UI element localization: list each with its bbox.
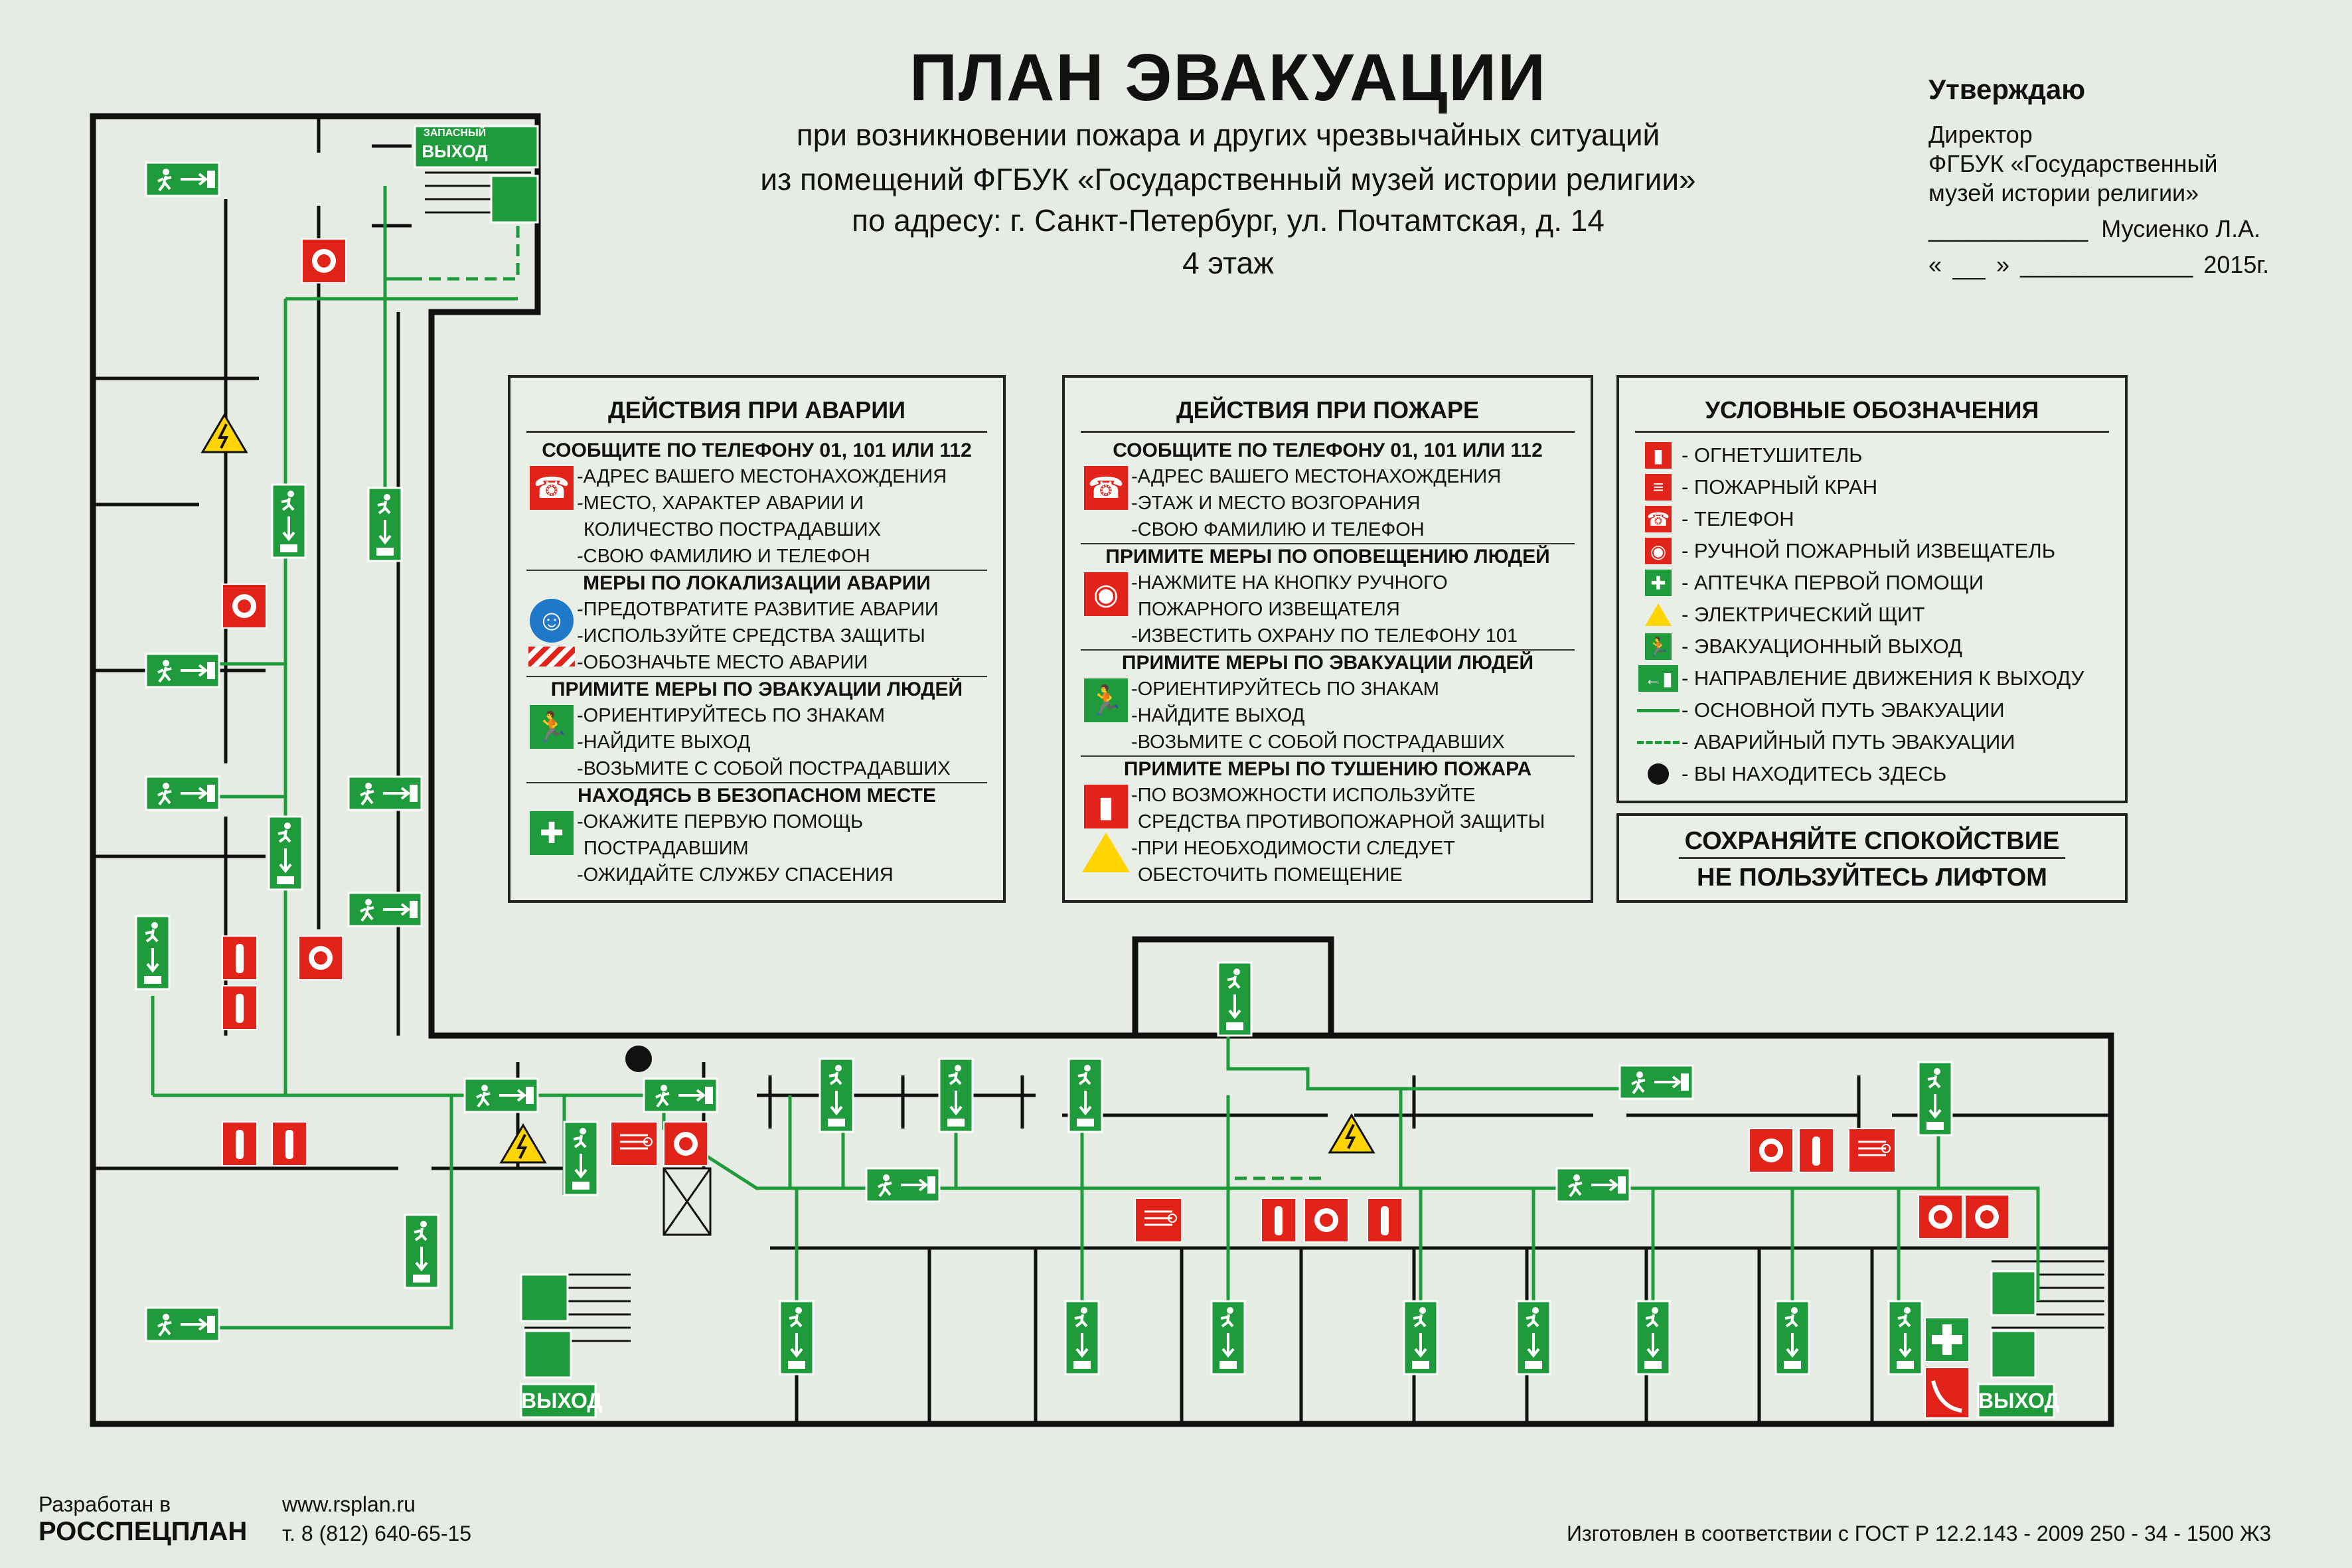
calm-line-1: СОХРАНЯЙТЕ СПОКОЙСТВИЕ [1679, 825, 2065, 859]
fire-s3-line: -НАЙДИТЕ ВЫХОД [1131, 705, 1305, 726]
fire-s2-line: ПОЖАРНОГО ИЗВЕЩАТЕЛЯ [1138, 599, 1400, 620]
accident-s4-line: -ОЖИДАЙТЕ СЛУЖБУ СПАСЕНИЯ [577, 864, 894, 886]
accident-s1-line: -СВОЮ ФАМИЛИЮ И ТЕЛЕФОН [577, 546, 870, 567]
accident-s1-line: -МЕСТО, ХАРАКТЕР АВАРИИ И [577, 493, 864, 514]
fire-section-1-head: СООБЩИТЕ ПО ТЕЛЕФОНУ 01, 101 ИЛИ 112 [1113, 439, 1543, 461]
exit-running-man-icon: 🏃 [1645, 633, 1672, 660]
fire-section-4-head: ПРИМИТЕ МЕРЫ ПО ТУШЕНИЮ ПОЖАРА [1081, 755, 1575, 782]
exit-label-right: ВЫХОД [1978, 1389, 2060, 1413]
approval-org-1: ФГБУК «Государственный [1928, 150, 2218, 177]
legend-box [1616, 375, 2128, 803]
calm-notice-box [1616, 813, 2128, 903]
accident-s3-line: -ВОЗЬМИТЕ С СОБОЙ ПОСТРАДАВШИХ [577, 758, 951, 779]
fire-s1-line: -СВОЮ ФАМИЛИЮ И ТЕЛЕФОН [1131, 519, 1425, 540]
subtitle-line-3: по адресу: г. Санкт-Петербург, ул. Почтамтская, д. 14 [852, 203, 1605, 238]
fire-section-3-head: ПРИМИТЕ МЕРЫ ПО ЭВАКУАЦИИ ЛЮДЕЙ [1081, 649, 1575, 676]
accident-s2-line: -ИСПОЛЬЗУЙТЕ СРЕДСТВА ЗАЩИТЫ [577, 625, 925, 647]
approval-role: Директор [1928, 121, 2033, 148]
first-aid-icon: ✚ [530, 811, 574, 855]
footer-dev: Разработан в [39, 1492, 171, 1516]
fire-s4-line: -ПРИ НЕОБХОДИМОСТИ СЛЕДУЕТ [1131, 838, 1455, 859]
date-close: » [1996, 251, 2010, 278]
accident-s3-line: -НАЙДИТЕ ВЫХОД [577, 732, 751, 753]
fire-hydrant-icon: ≡ [1645, 474, 1672, 501]
accident-section-4-head: НАХОДЯСЬ В БЕЗОПАСНОМ МЕСТЕ [526, 782, 987, 809]
legend-title: УСЛОВНЫЕ ОБОЗНАЧЕНИЯ [1635, 396, 2109, 433]
phone-icon: ☎ [1645, 506, 1672, 532]
you-are-here-icon [1648, 763, 1669, 785]
legend-item: ▮ - ОГНЕТУШИТЕЛЬ [1635, 439, 2109, 471]
accident-section-1-head: СООБЩИТЕ ПО ТЕЛЕФОНУ 01, 101 ИЛИ 112 [542, 439, 972, 461]
hazard-stripes-icon [528, 647, 575, 666]
legend-item: - АВАРИЙНЫЙ ПУТЬ ЭВАКУАЦИИ [1635, 726, 2109, 758]
footer-brand: РОССПЕЦПЛАН [39, 1517, 248, 1546]
phone-icon: ☎ [1084, 466, 1128, 510]
exit-label-left: ВЫХОД [521, 1389, 603, 1413]
page-title: ПЛАН ЭВАКУАЦИИ [909, 40, 1547, 115]
date-line: _____________ [2020, 251, 2193, 278]
legend-item: 🏃 - ЭВАКУАЦИОННЫЙ ВЫХОД [1635, 631, 2109, 663]
fire-alarm-button-icon: ◉ [1084, 572, 1128, 616]
legend-item: ←▮ - НАПРАВЛЕНИЕ ДВИЖЕНИЯ К ВЫХОДУ [1635, 663, 2109, 694]
accident-box-title: ДЕЙСТВИЯ ПРИ АВАРИИ [526, 396, 987, 433]
fire-s3-line: -ВОЗЬМИТЕ С СОБОЙ ПОСТРАДАВШИХ [1131, 732, 1505, 753]
first-aid-icon: ✚ [1645, 570, 1672, 596]
footer-phone: т. 8 (812) 640-65-15 [282, 1522, 472, 1545]
subtitle-line-4: 4 этаж [1182, 246, 1274, 280]
footer-site: www.rsplan.ru [282, 1492, 416, 1516]
exit-direction-arrow-icon: ←▮ [1638, 665, 1678, 692]
spare-exit-bottom: ВЫХОД [422, 141, 488, 161]
fire-box-title: ДЕЙСТВИЯ ПРИ ПОЖАРЕ [1081, 396, 1575, 433]
accident-s2-line: -ПРЕДОТВРАТИТЕ РАЗВИТИЕ АВАРИИ [577, 599, 939, 620]
main-route-line-icon [1637, 709, 1680, 712]
fire-actions-box [1062, 375, 1593, 903]
approval-org-2: музей истории религии» [1928, 179, 2199, 206]
legend-item: - ОСНОВНОЙ ПУТЬ ЭВАКУАЦИИ [1635, 694, 2109, 726]
fire-section-2-head: ПРИМИТЕ МЕРЫ ПО ОПОВЕЩЕНИЮ ЛЮДЕЙ [1081, 543, 1575, 570]
legend-item: ◉ - РУЧНОЙ ПОЖАРНЫЙ ИЗВЕЩАТЕЛЬ [1635, 535, 2109, 567]
subtitle-line-2: из помещений ФГБУК «Государственный музей истории религии» [760, 162, 1696, 196]
emergency-route-dashed-icon [1637, 741, 1680, 744]
fire-s3-line: -ОРИЕНТИРУЙТЕСЬ ПО ЗНАКАМ [1131, 678, 1439, 700]
footer-gost: Изготовлен в соответствии с ГОСТ Р 12.2.143 - 2009 250 - 34 - 1500 Ж3 [1567, 1522, 2272, 1545]
legend-item: - ВЫ НАХОДИТЕСЬ ЗДЕСЬ [1635, 758, 2109, 790]
approval-title: Утверждаю [1928, 74, 2086, 105]
accident-s4-line: -ОКАЖИТЕ ПЕРВУЮ ПОМОЩЬ [577, 811, 864, 832]
approver-name: Мусиенко Л.А. [2101, 215, 2261, 242]
accident-s1-line: КОЛИЧЕСТВО ПОСТРАДАВШИХ [584, 519, 881, 540]
fire-s4-line: ОБЕСТОЧИТЬ ПОМЕЩЕНИЕ [1138, 864, 1403, 886]
signature-line: ____________ [1928, 215, 2088, 242]
extinguisher-icon: ▮ [1645, 442, 1672, 469]
legend-item: - ЭЛЕКТРИЧЕСКИЙ ЩИТ [1635, 599, 2109, 631]
approval-block [1928, 70, 2274, 279]
phone-icon: ☎ [530, 466, 574, 510]
fire-s1-line: -АДРЕС ВАШЕГО МЕСТОНАХОЖДЕНИЯ [1131, 466, 1502, 487]
accident-s3-line: -ОРИЕНТИРУЙТЕСЬ ПО ЗНАКАМ [577, 705, 885, 726]
extinguisher-icon: ▮ [1084, 785, 1128, 828]
fire-s2-line: -НАЖМИТЕ НА КНОПКУ РУЧНОГО [1131, 572, 1448, 593]
protective-gear-icon: ☺ [530, 599, 574, 643]
accident-s4-line: ПОСТРАДАВШИМ [584, 838, 749, 859]
accident-s2-line: -ОБОЗНАЧЬТЕ МЕСТО АВАРИИ [577, 652, 868, 673]
spare-exit-sign [415, 126, 495, 167]
you-are-here-marker [625, 1046, 652, 1072]
date-open: « [1928, 251, 1942, 278]
exit-running-man-icon: 🏃 [1084, 678, 1128, 722]
electric-hazard-icon [1645, 603, 1672, 626]
fire-s4-line: СРЕДСТВА ПРОТИВОПОЖАРНОЙ ЗАЩИТЫ [1138, 811, 1545, 832]
legend-item: ≡ - ПОЖАРНЫЙ КРАН [1635, 471, 2109, 503]
fire-s4-line: -ПО ВОЗМОЖНОСТИ ИСПОЛЬЗУЙТЕ [1131, 785, 1476, 806]
legend-item: ✚ - АПТЕЧКА ПЕРВОЙ ПОМОЩИ [1635, 567, 2109, 599]
accident-section-2-head: МЕРЫ ПО ЛОКАЛИЗАЦИИ АВАРИИ [526, 570, 987, 596]
fire-s1-line: -ЭТАЖ И МЕСТО ВОЗГОРАНИЯ [1131, 493, 1421, 514]
spare-exit-top: ЗАПАСНЫЙ [423, 127, 487, 139]
accident-s1-line: -АДРЕС ВАШЕГО МЕСТОНАХОЖДЕНИЯ [577, 466, 947, 487]
electric-hazard-icon [1082, 832, 1130, 872]
accident-section-3-head: ПРИМИТЕ МЕРЫ ПО ЭВАКУАЦИИ ЛЮДЕЙ [526, 676, 987, 702]
legend-item: ☎ - ТЕЛЕФОН [1635, 503, 2109, 535]
approval-year: 2015г. [2203, 251, 2270, 278]
fire-alarm-button-icon: ◉ [1645, 538, 1672, 564]
subtitle-line-1: при возникновении пожара и других чрезвычайных ситуаций [796, 118, 1660, 152]
exit-running-man-icon: 🏃 [530, 705, 574, 749]
calm-line-2: НЕ ПОЛЬЗУЙТЕСЬ ЛИФТОМ [1697, 864, 2047, 892]
accident-actions-box [508, 375, 1006, 903]
fire-s2-line: -ИЗВЕСТИТЬ ОХРАНУ ПО ТЕЛЕФОНУ 101 [1131, 625, 1518, 647]
